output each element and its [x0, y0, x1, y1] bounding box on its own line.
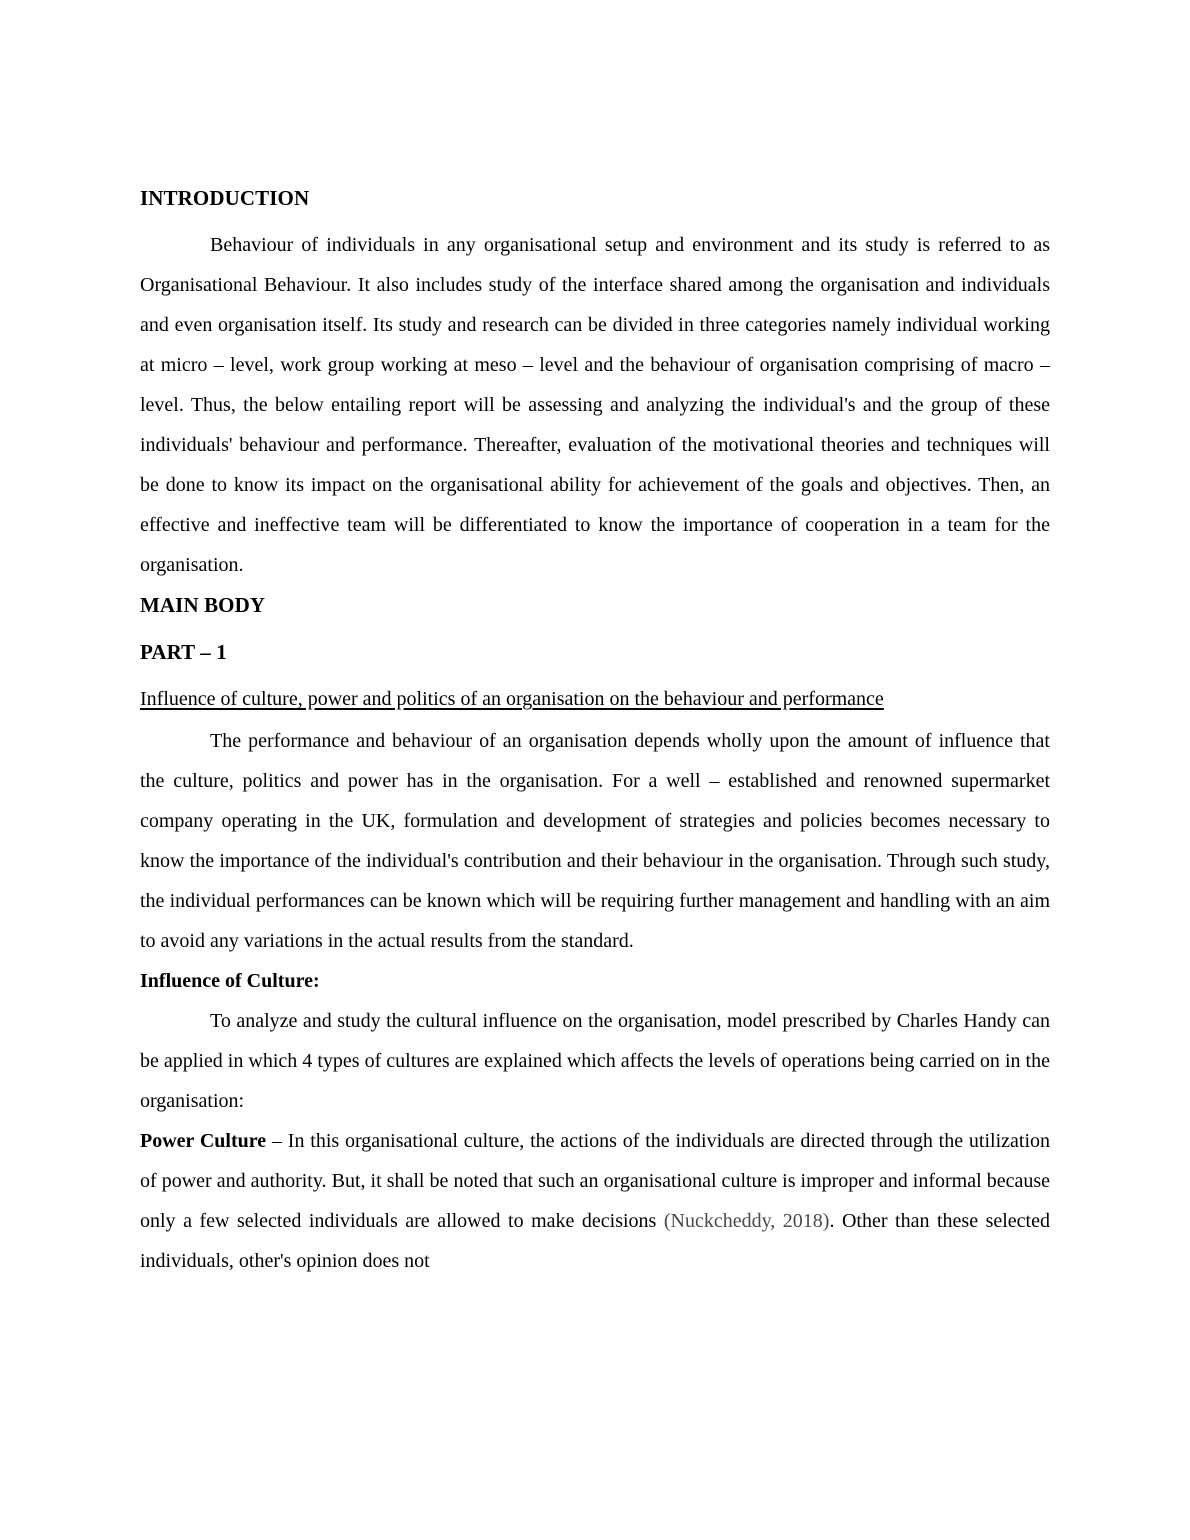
lead-in-power-culture: Power Culture	[140, 1130, 267, 1152]
citation-reference: (Nuckcheddy, 2018)	[663, 1210, 830, 1232]
power-culture-text-after-citation: . Other than these selected individuals, other's opinion does not	[140, 1210, 1050, 1272]
paragraph-influence-of-culture: To analyze and study the cultural influence on the organisation, model prescribed by Charles Handy can be applied in which 4 types of cultures are explained which affects the levels of operations being carried on in the organisation:	[140, 1010, 1050, 1112]
power-culture-text-before-citation: – In this organisational culture, the actions of the individuals are directed through the utilization of power and authority. But, it shall be noted that such an organisational culture is improper and informal because only a few selected individuals are allowed to make decisions	[140, 1130, 1050, 1232]
document-text-block	[140, 178, 1050, 1281]
paragraph-part-1: The performance and behaviour of an organisation depends wholly upon the amount of influence that the culture, politics and power has in the organisation. For a well – established and renowned supermarket company operating in the UK, formulation and development of strategies and policies becomes necessary to know the importance of the individual's contribution and their behaviour in the organisation. Through such study, the individual performances can be known which will be requiring further management and handling with an aim to avoid any variations in the actual results from the standard.	[140, 730, 1050, 952]
subheading-part-1-topic: Influence of culture, power and politics of an organisation on the behaviour and performance	[140, 688, 884, 710]
heading-introduction: INTRODUCTION	[140, 186, 310, 210]
heading-influence-of-culture: Influence of Culture:	[140, 970, 320, 992]
heading-main-body: MAIN BODY	[140, 593, 266, 617]
paragraph-power-culture	[140, 1121, 1050, 1281]
paragraph-introduction: Behaviour of individuals in any organisational setup and environment and its study is referred to as Organisational Behaviour. It also includes study of the interface shared among the organisation and individuals and even organisation itself. Its study and research can be divided in three categories namely individual working at micro – level, work group working at meso – level and the behaviour of organisation comprising of macro – level. Thus, the below entailing report will be assessing and analyzing the individual's and the group of these individuals' behaviour and performance. Thereafter, evaluation of the motivational theories and techniques will be done to know its impact on the organisational ability for achievement of the goals and objectives. Then, an effective and ineffective team will be differentiated to know the importance of cooperation in a team for the organisation.	[140, 234, 1050, 576]
heading-part-1: PART – 1	[140, 640, 227, 664]
